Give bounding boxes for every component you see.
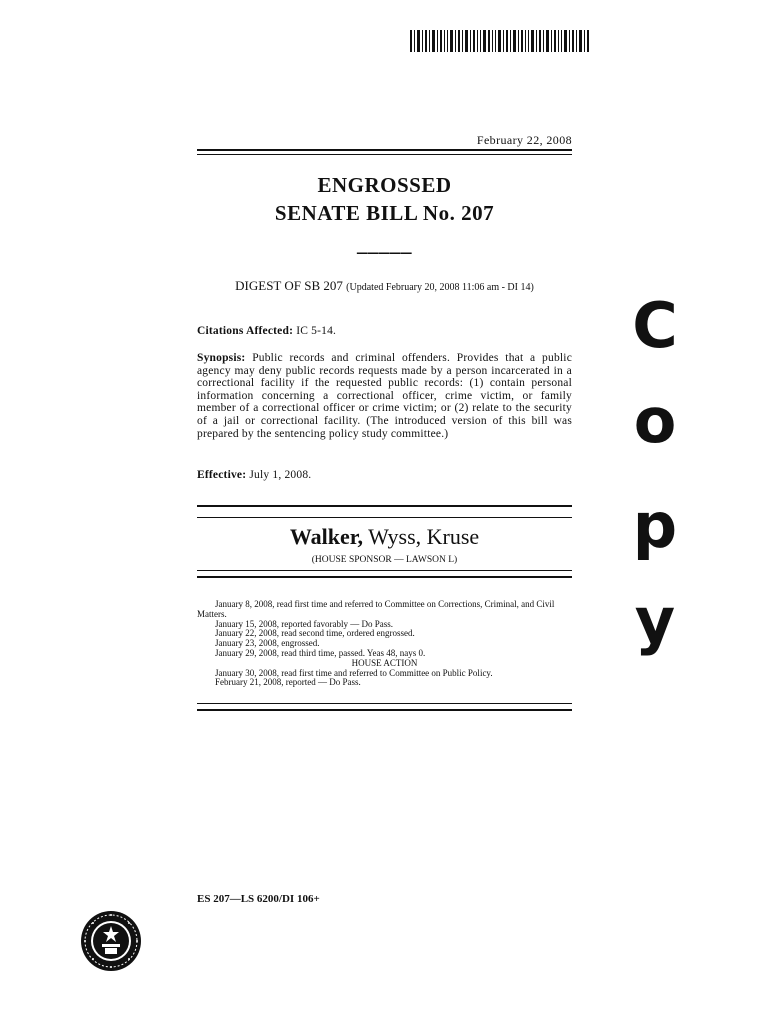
divider	[197, 505, 572, 507]
synopsis	[197, 352, 572, 440]
divider	[197, 154, 572, 155]
digest-label: DIGEST OF SB 207	[235, 278, 343, 293]
divider	[197, 576, 572, 578]
bill-number-title: SENATE BILL No. 207	[274, 201, 495, 225]
synopsis-text: Public records and criminal offenders. Provides that a public agency may deny public records requests made by a person incarcerated in a correctional facility if the requested public records: (1) contain personal information concerning a correctional officer, crime victim, or family member of a correctional officer or crime victim; or (2) relate to the security of a jail or correctional facility. (The introduced version of this bill was prepared by the sentencing policy study committee.)	[197, 352, 573, 440]
divider	[197, 570, 572, 571]
state-seal-icon	[80, 910, 142, 972]
citations-label: Citations Affected:	[197, 325, 294, 337]
action-item: February 21, 2008, reported — Do Pass.	[215, 677, 361, 688]
copy-watermark-letter: y	[634, 584, 676, 657]
citations-affected	[197, 325, 572, 338]
digest-heading	[197, 278, 572, 294]
divider	[197, 517, 572, 518]
action-item: January 15, 2008, reported favorably — Do Pass.	[215, 618, 393, 629]
senate-sponsors	[197, 524, 572, 550]
action-item: January 22, 2008, read second time, ordered engrossed.	[215, 628, 415, 639]
copy-watermark-letter: C	[632, 289, 678, 362]
effective-date	[197, 469, 572, 482]
action-item: January 23, 2008, engrossed.	[215, 638, 320, 649]
barcode-icon	[410, 30, 590, 52]
action-item: January 29, 2008, read third time, passed. Yeas 48, nays 0.	[215, 647, 426, 658]
effective-label: Effective:	[197, 469, 247, 481]
lead-sponsor: Walker,	[289, 524, 363, 549]
divider	[197, 149, 572, 151]
copy-watermark-letter: p	[632, 489, 678, 562]
legislative-history	[197, 600, 572, 688]
digest-updated: (Updated February 20, 2008 11:06 am - DI 14)	[346, 282, 534, 293]
house-action-heading: HOUSE ACTION	[351, 657, 418, 668]
divider	[197, 703, 572, 704]
divider	[197, 709, 572, 711]
bill-status-title: ENGROSSED	[317, 173, 452, 197]
effective-value: July 1, 2008.	[249, 469, 312, 481]
citations-value: IC 5-14.	[296, 325, 337, 337]
title-separator: _____	[357, 232, 412, 256]
house-sponsor: (HOUSE SPONSOR — LAWSON L)	[311, 555, 458, 565]
document-code: ES 207—LS 6200/DI 106+	[197, 893, 320, 905]
action-item: January 30, 2008, read first time and referred to Committee on Public Policy.	[215, 667, 493, 678]
co-sponsors: Wyss, Kruse	[368, 524, 480, 549]
action-item: January 8, 2008, read first time and referred to Committee on Corrections, Criminal, and Civil Matters.	[197, 599, 555, 619]
document-date: February 22, 2008	[476, 133, 572, 147]
copy-watermark-letter: o	[633, 384, 677, 457]
synopsis-label: Synopsis:	[197, 352, 246, 364]
